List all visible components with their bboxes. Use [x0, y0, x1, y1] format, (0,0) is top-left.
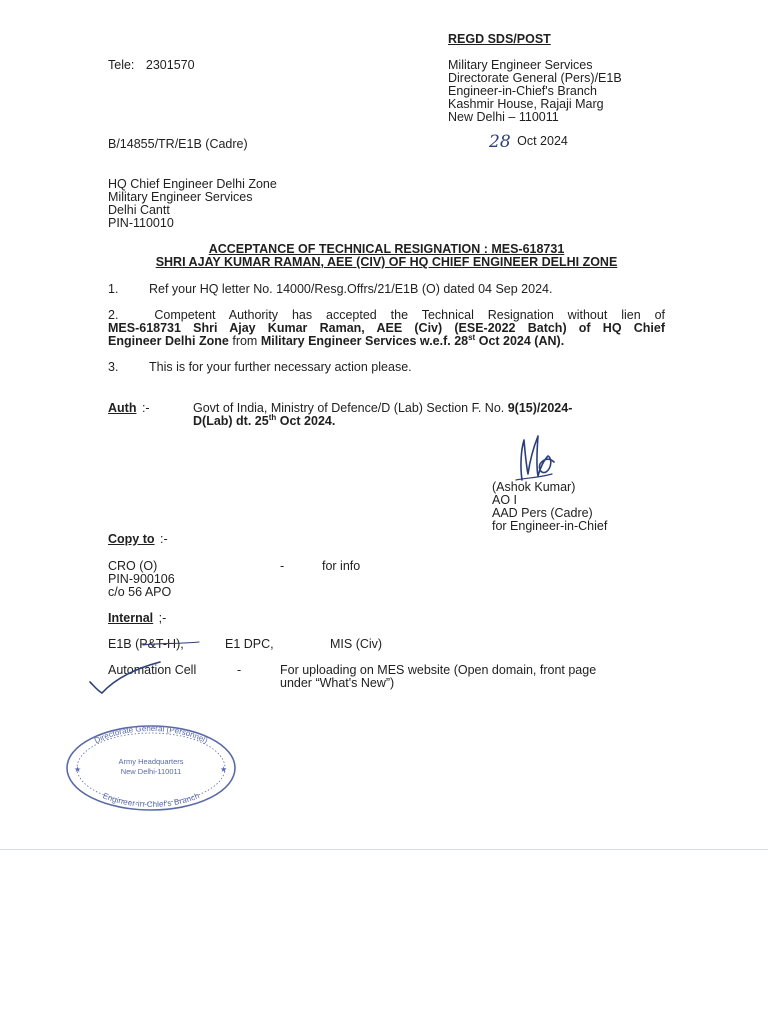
copy-to-dash: -	[280, 559, 285, 573]
signatory-name: (Ashok Kumar)	[492, 480, 576, 494]
subject-line-1: ACCEPTANCE OF TECHNICAL RESIGNATION : MES-618731	[208, 242, 565, 256]
automation-purpose-line-1: For uploading on MES website (Open domain, front page	[280, 663, 597, 677]
sender-line: Directorate General (Pers)/E1B	[448, 71, 622, 85]
sender-line: Kashmir House, Rajaji Marg	[448, 97, 604, 111]
tick-mark-icon	[86, 660, 166, 696]
auth-file-no: 9(15)/2024-	[507, 401, 573, 415]
auth-heading	[108, 402, 150, 415]
subject-line-2: SHRI AJAY KUMAR RAMAN, AEE (CIV) OF HQ CHIEF ENGINEER DELHI ZONE	[155, 255, 618, 269]
copy-to-heading	[108, 533, 168, 546]
automation-cell-label: Automation Cell	[108, 663, 197, 677]
reference-number: B/14855/TR/E1B (Cadre)	[108, 137, 248, 151]
signatory-rank: AO I	[492, 493, 518, 507]
auth-line-1: Govt of India, Ministry of Defence/D (Lab) Section F. No.	[193, 401, 505, 415]
stamp-star-left-icon: ★	[74, 765, 82, 774]
addressee	[108, 178, 277, 230]
paragraph-2-office: Engineer Delhi Zone	[108, 334, 229, 348]
stamp-top-text: Directorate General (Personnel)	[92, 723, 210, 746]
sender-line: New Delhi – 110011	[448, 110, 559, 124]
internal-item: MIS (Civ)	[330, 637, 383, 651]
auth-separator: :-	[141, 401, 150, 415]
letter-date	[489, 132, 568, 152]
internal-item: E1B (P&T-H),	[108, 637, 184, 651]
paragraph-3-text: This is for your further necessary action please.	[149, 360, 412, 374]
sender-line: Military Engineer Services	[448, 58, 593, 72]
addressee-line: Delhi Cantt	[108, 203, 170, 217]
addressee-line: HQ Chief Engineer Delhi Zone	[108, 177, 277, 191]
registration-mode: REGD SDS/POST	[448, 32, 551, 46]
automation-dash: -	[237, 663, 242, 677]
tele-label: Tele:	[108, 58, 135, 72]
copy-to-line: c/o 56 APO	[108, 585, 172, 599]
copy-to-line: CRO (O)	[108, 559, 158, 573]
addressee-line: PIN-110010	[108, 216, 174, 230]
signature	[508, 428, 558, 486]
paragraph-2-number: 2.	[108, 308, 119, 322]
copy-to-separator: :-	[160, 532, 168, 546]
auth-label: Auth	[108, 401, 137, 415]
internal-item: E1 DPC,	[225, 637, 274, 651]
tele-number: 2301570	[145, 58, 195, 72]
copy-to-purpose: for info	[322, 559, 361, 573]
paragraph-2-line-2: MES-618731 Shri Ajay Kumar Raman, AEE (Civ) (ESE-2022 Batch) of HQ Chief	[108, 321, 665, 335]
stamp-center-line-1: Army Headquarters	[118, 757, 184, 766]
auth-sup: th	[268, 412, 277, 422]
date-month-year: Oct 2024	[517, 134, 568, 148]
paragraph-3-number: 3.	[108, 360, 119, 374]
sender-address	[448, 59, 622, 124]
automation-purpose	[280, 664, 596, 690]
sender-line: Engineer-in-Chief's Branch	[448, 84, 597, 98]
automation-purpose-line-2: under “What's New”)	[280, 676, 395, 690]
internal-heading	[108, 612, 166, 625]
paragraph-1-number: 1.	[108, 282, 119, 296]
subject	[108, 243, 665, 269]
scan-edge-line	[0, 849, 768, 850]
stamp-star-right-icon: ★	[220, 765, 228, 774]
auth-line-2: D(Lab) dt. 25	[193, 414, 269, 428]
paragraph-2-from: from	[232, 334, 258, 348]
paragraph-2-effective-date: Oct 2024 (AN).	[478, 334, 565, 348]
strike-mark	[141, 636, 203, 654]
addressee-line: Military Engineer Services	[108, 190, 253, 204]
copy-to-label: Copy to	[108, 532, 155, 546]
signatory-block	[492, 481, 607, 533]
official-stamp	[62, 722, 240, 812]
signatory-for: for Engineer-in-Chief	[492, 519, 608, 533]
paragraph-2-line-3	[108, 332, 665, 348]
paragraph-2	[108, 309, 665, 348]
internal-label: Internal	[108, 611, 154, 625]
stamp-center-line-2: New Delhi-110011	[120, 767, 182, 776]
copy-to-recipient	[108, 560, 175, 599]
stamp-bottom-text: Engineer-in-Chief's Branch	[101, 791, 201, 809]
signatory-office: AAD Pers (Cadre)	[492, 506, 593, 520]
auth-text	[193, 402, 572, 428]
paragraph-1-text: Ref your HQ letter No. 14000/Resg.Offrs/21/E1B (O) dated 04 Sep 2024.	[149, 282, 553, 296]
paragraph-2-effective: Military Engineer Services w.e.f. 28	[260, 334, 469, 348]
internal-separator: ;-	[158, 611, 167, 625]
paragraph-2-sup: st	[468, 332, 476, 342]
auth-date: Oct 2024.	[279, 414, 336, 428]
copy-to-line: PIN-900106	[108, 572, 175, 586]
paragraph-2-text-a: Competent Authority has accepted the Technical Resignation without lien of	[154, 308, 665, 322]
handwritten-day: 28	[489, 132, 511, 152]
telephone	[108, 59, 195, 72]
